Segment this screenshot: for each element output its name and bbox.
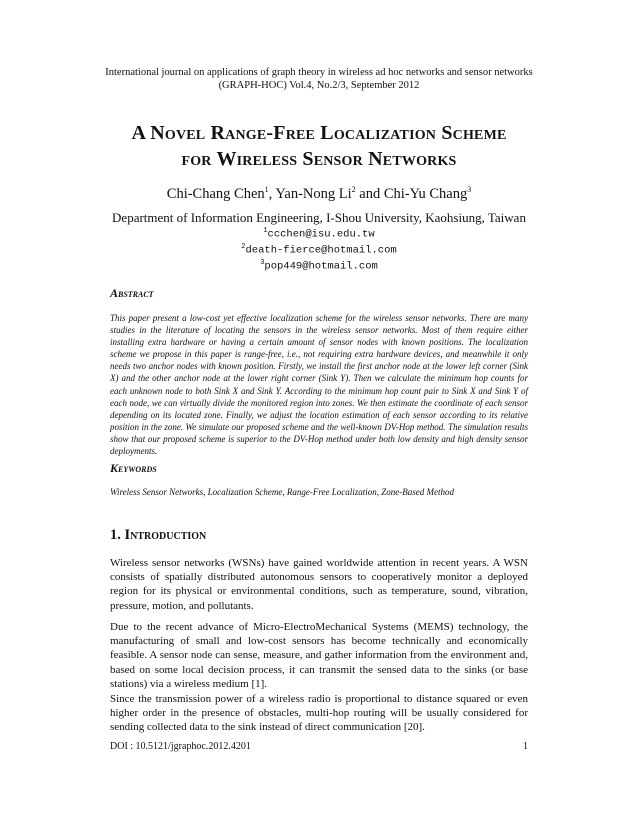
paragraph: Wireless sensor networks (WSNs) have gained worldwide attention in recent years. A WSN consists of spatially distributed autonomous sensors to cooperatively monitor a deployed region for its physical or environmental conditions, such as temperature, sound, vibration, pressure, motion, and pollutants. bbox=[110, 557, 528, 612]
author-sep: and bbox=[355, 185, 384, 202]
paragraph: Since the transmission power of a wireless radio is proportional to distance squared or even higher order in the presence of obstacles, multi-hop routing will be usually considered for sending collected data to the sink instead of direct communication [20]. bbox=[110, 693, 528, 734]
email-list bbox=[40, 225, 598, 273]
abstract-heading: Abstract bbox=[110, 286, 154, 300]
email-sup: 2 bbox=[241, 243, 246, 251]
author-name: Yan-Nong Li bbox=[275, 185, 352, 202]
author-sep: , bbox=[268, 185, 276, 202]
journal-header bbox=[60, 66, 578, 92]
paper-title bbox=[40, 120, 598, 172]
keywords-heading: Keywords bbox=[110, 461, 157, 475]
author-name: Chi-Yu Chang bbox=[383, 185, 468, 202]
keywords-text: Wireless Sensor Networks, Localization Scheme, Range-Free Localization, Zone-Based Method bbox=[110, 487, 455, 497]
email-sup: 1 bbox=[263, 227, 268, 235]
author-sup: 2 bbox=[351, 185, 356, 194]
journal-volume: (GRAPH-HOC) Vol.4, No.2/3, September 2012 bbox=[218, 80, 420, 91]
paragraph: Due to the recent advance of Micro-ElectroMechanical Systems (MEMS) technology, the manufacturing of small and low-cost sensors has become technically and economically feasible. A sensor node can sense, measure, and gather information from the environment and, based on some local decision process, it can transmit the sensed data to the sinks (or base stations) via a wireless medium [1]. bbox=[110, 621, 528, 690]
journal-name: International journal on applications of graph theory in wireless ad hoc networks and sensor networks bbox=[105, 67, 533, 78]
author-name: Chi-Chang Chen bbox=[166, 185, 265, 202]
footer-doi: DOI : 10.5121/jgraphoc.2012.4201 bbox=[110, 741, 251, 752]
email-link[interactable]: death-fierce@hotmail.com bbox=[245, 244, 397, 257]
email-link[interactable]: ccchen@isu.edu.tw bbox=[267, 228, 375, 241]
email-sup: 3 bbox=[260, 259, 265, 267]
section-heading-introduction: 1. Introduction bbox=[110, 527, 207, 543]
email-link[interactable]: pop449@hotmail.com bbox=[264, 260, 378, 273]
abstract-text: This paper present a low-cost yet effective localization scheme for the wireless sensor networks. There are many studies in the literature of locating the sensors in the wireless sensor networks. Most of them require either installing extra hardware or having a certain amount of sensor nodes with known positions. The localization scheme we propose in this paper is range-free, i.e., not requiring extra hardware devices, and meanwhile it only needs two anchor nodes with known position. Firstly, we install the first anchor node at the lower left corner (Sink X) and the other anchor node at the lower right corner (Sink Y). Then we calculate the minimum hop counts for each unknown node to both Sink X and Sink Y. According to the minimum hop count pair to Sink X and Sink Y of each node, we can virtually divide the monitored region into zones. We then estimate the coordinate of each sensor depending on its located zone. Finally, we adjust the location estimation of each sensor according to its relative position in the zone. We simulate our proposed scheme and the well-known DV-Hop method. The simulation results show that our proposed scheme is superior to the DV-Hop method under both low density and high density sensor deployments. bbox=[110, 313, 528, 457]
page-number: 1 bbox=[523, 741, 528, 752]
author-sup: 1 bbox=[264, 185, 269, 194]
author-list bbox=[40, 181, 598, 203]
affiliation: Department of Information Engineering, I-Shou University, Kaohsiung, Taiwan bbox=[112, 210, 526, 225]
author-sup: 3 bbox=[467, 185, 472, 194]
title-line-2: for Wireless Sensor Networks bbox=[181, 148, 457, 170]
title-line-1: A Novel Range-Free Localization Scheme bbox=[131, 122, 507, 144]
